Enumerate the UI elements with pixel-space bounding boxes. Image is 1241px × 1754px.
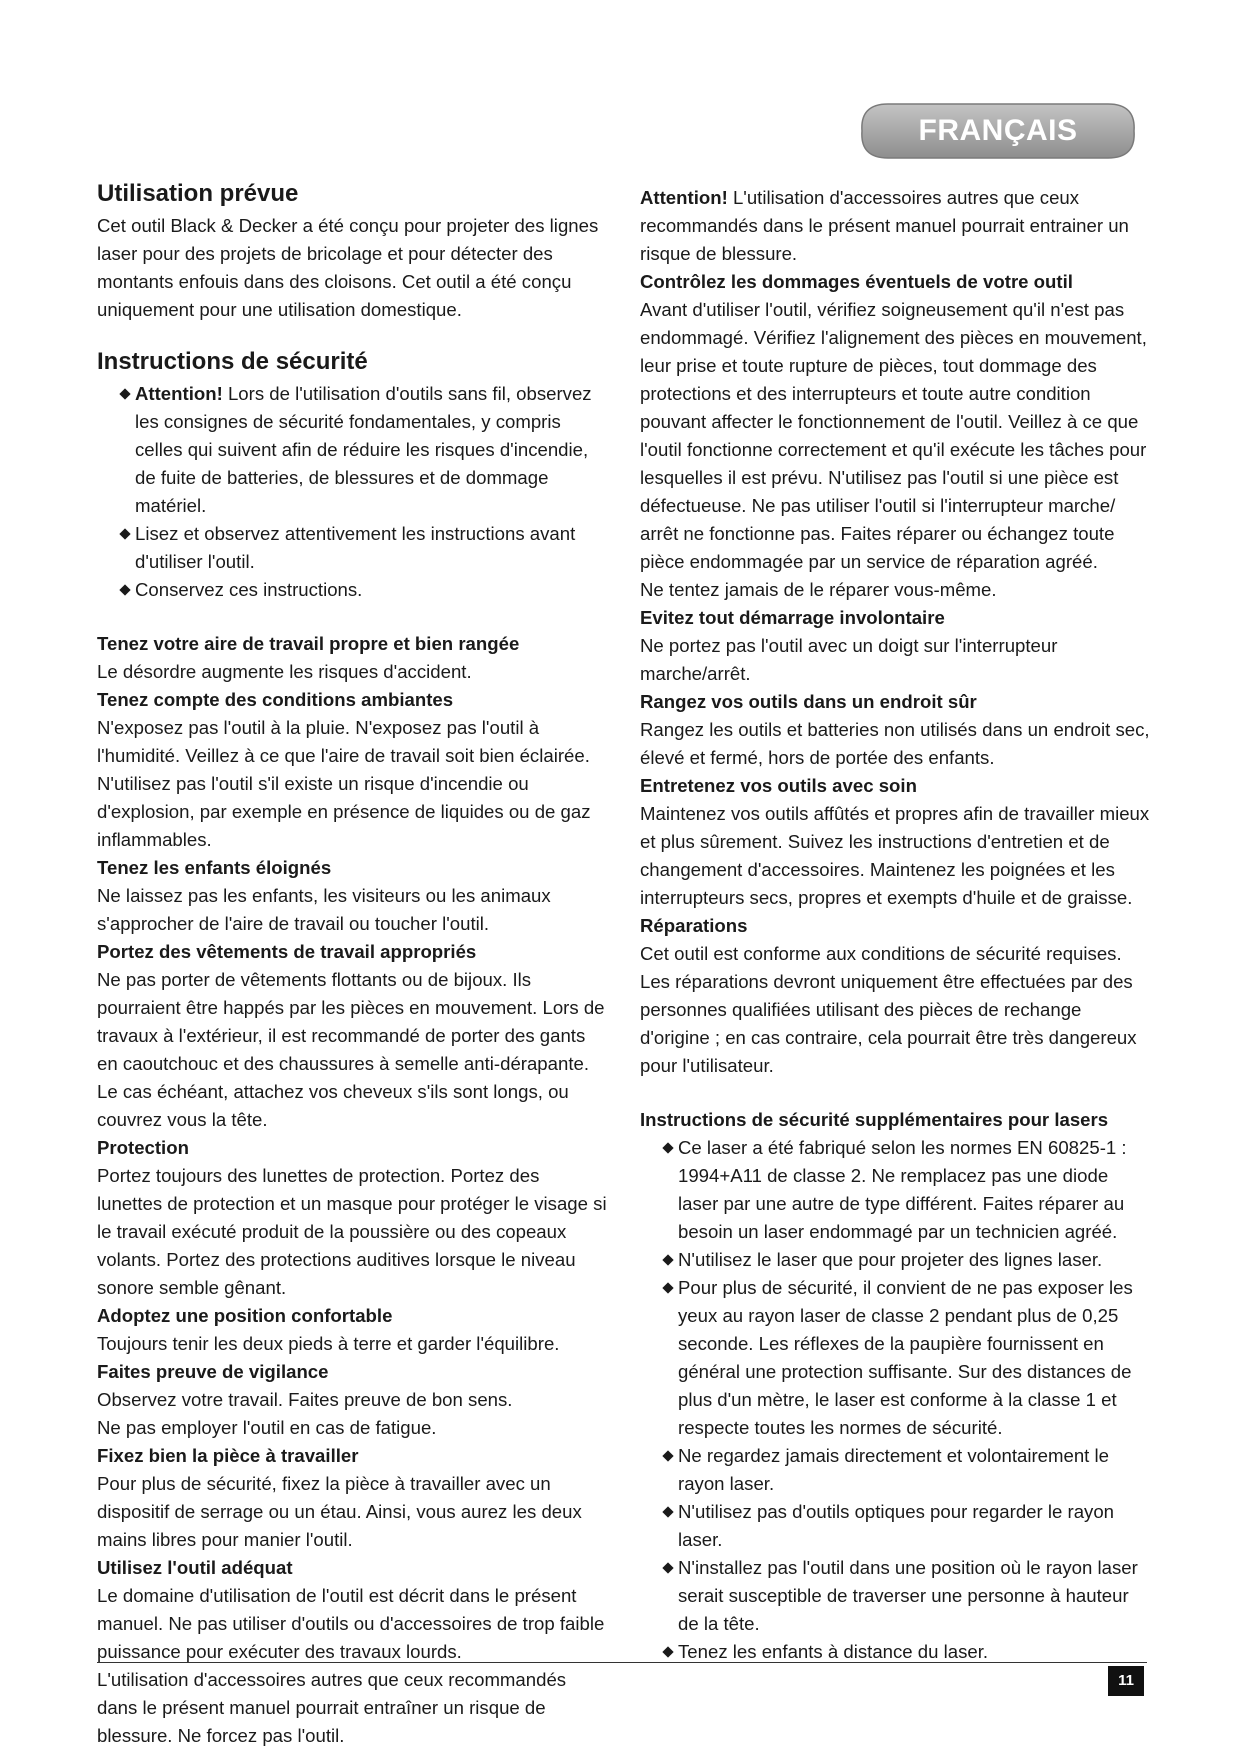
section-heading: Entretenez vos outils avec soin <box>640 775 917 796</box>
section-heading: Evitez tout démarrage involontaire <box>640 607 945 628</box>
bullet-text: N'installez pas l'outil dans une position où le rayon laser serait susceptible de traverser une personne à hauteur de la tête. <box>678 1557 1138 1634</box>
section-heading: Adoptez une position confortable <box>97 1305 393 1326</box>
section-heading: Portez des vêtements de travail appropriés <box>97 941 477 962</box>
list-item <box>640 1442 1152 1498</box>
section-text: Portez toujours des lunettes de protection. Portez des lunettes de protection et un masque pour protéger le visage si le travail exécuté produit de la poussière ou des copeaux volants. Portez des protections auditives lorsque le niveau sonore semble gênant. <box>97 1165 607 1298</box>
list-item <box>97 380 609 520</box>
bullet-icon <box>662 1282 673 1293</box>
bullet-text: Ce laser a été fabriqué selon les normes EN 60825-1 : 1994+A11 de classe 2. Ne remplacez pas une diode laser par une autre de type différent. Faites réparer au besoin un laser endommagé par un technicien agréé. <box>678 1137 1127 1242</box>
section-heading: Protection <box>97 1137 189 1158</box>
bullet-icon <box>119 388 130 399</box>
list-item <box>97 520 609 576</box>
intended-use-heading: Utilisation prévue <box>97 180 299 207</box>
bullet-icon <box>119 584 130 595</box>
section-text: Ne pas employer l'outil en cas de fatigue. <box>97 1417 437 1438</box>
bullet-icon <box>119 528 130 539</box>
section-heading: Rangez vos outils dans un endroit sûr <box>640 691 977 712</box>
bullet-icon <box>662 1254 673 1265</box>
language-label: FRANÇAIS <box>918 114 1078 147</box>
bullet-icon <box>662 1506 673 1517</box>
attention-label: Attention! <box>640 187 728 208</box>
attention-paragraph <box>640 184 1152 268</box>
bullet-icon <box>662 1562 673 1573</box>
list-item <box>640 1554 1152 1638</box>
bullet-text: Lisez et observez attentivement les instructions avant d'utiliser l'outil. <box>135 523 576 572</box>
section-heading: Tenez les enfants éloignés <box>97 857 332 878</box>
safety-heading: Instructions de sécurité <box>97 348 368 375</box>
bullet-text: Tenez les enfants à distance du laser. <box>678 1641 989 1662</box>
section-text: Le désordre augmente les risques d'accident. <box>97 661 472 682</box>
section-text: Rangez les outils et batteries non utilisés dans un endroit sec, élevé et fermé, hors de portée des enfants. <box>640 719 1150 768</box>
list-item <box>640 1134 1152 1246</box>
list-item <box>97 576 609 604</box>
section-text: Toujours tenir les deux pieds à terre et garder l'équilibre. <box>97 1333 560 1354</box>
section-text: Ne pas porter de vêtements flottants ou de bijoux. Ils pourraient être happés par les pièces en mouvement. Lors de travaux à l'extérieur, il est recommandé de porter des gants en caoutchouc et des chaussures à semelle anti-dérapante. Le cas échéant, attachez vos cheveux s'ils sont longs, ou couvrez vous la tête. <box>97 969 605 1130</box>
section-heading: Contrôlez les dommages éventuels de votre outil <box>640 271 1073 292</box>
attention-label: Attention! <box>135 383 223 404</box>
section-text: L'utilisation d'accessoires autres que ceux recommandés dans le présent manuel pourrait entraîner un risque de blessure. Ne forcez pas l'outil. <box>97 1669 567 1746</box>
bullet-text: Conservez ces instructions. <box>135 579 363 600</box>
attention-text: L'utilisation d'accessoires autres que ceux recommandés dans le présent manuel pourrait entrainer un risque de blessure. <box>640 187 1129 264</box>
intended-use-text: Cet outil Black & Decker a été conçu pour projeter des lignes laser pour des projets de bricolage et pour détecter des montants enfouis dans des cloisons. Cet outil a été conçu uniquement pour une utilisation domestique. <box>97 215 599 320</box>
section-text: Le domaine d'utilisation de l'outil est décrit dans le présent manuel. Ne pas utiliser d'outils ou d'accessoires de trop faible puissance pour exécuter des travaux lourds. <box>97 1585 605 1662</box>
section-heading: Faites preuve de vigilance <box>97 1361 329 1382</box>
safety-bullets <box>97 380 609 604</box>
section-heading: Réparations <box>640 915 748 936</box>
bullet-text: Lors de l'utilisation d'outils sans fil, observez les consignes de sécurité fondamentales, y compris celles qui suivent afin de réduire les risques d'incendie, de fuite de batteries, de blessures et de dommage matériel. <box>135 383 592 516</box>
bullet-icon <box>662 1450 673 1461</box>
section-text: Ne tentez jamais de le réparer vous-même. <box>640 579 997 600</box>
list-item <box>640 1498 1152 1554</box>
bullet-icon <box>662 1646 673 1657</box>
laser-bullets <box>640 1134 1152 1666</box>
right-column <box>640 184 1152 1666</box>
language-tab <box>858 100 1138 162</box>
bullet-text: Ne regardez jamais directement et volontairement le rayon laser. <box>678 1445 1109 1494</box>
page-number: 11 <box>1108 1666 1144 1696</box>
section-heading: Fixez bien la pièce à travailler <box>97 1445 359 1466</box>
section-text: Pour plus de sécurité, fixez la pièce à travailler avec un dispositif de serrage ou un étau. Ainsi, vous aurez les deux mains libres pour manier l'outil. <box>97 1473 582 1550</box>
section-text: N'exposez pas l'outil à la pluie. N'exposez pas l'outil à l'humidité. Veillez à ce que l'aire de travail soit bien éclairée. N'utilisez pas l'outil s'il existe un risque d'incendie ou d'explosion, par exemple en présence de liquides ou de gaz inflammables. <box>97 717 591 850</box>
left-column <box>97 178 609 1750</box>
list-item <box>640 1274 1152 1442</box>
section-text: Ne laissez pas les enfants, les visiteurs ou les animaux s'approcher de l'aire de travail ou toucher l'outil. <box>97 885 551 934</box>
section-heading: Utilisez l'outil adéquat <box>97 1557 293 1578</box>
section-heading: Tenez compte des conditions ambiantes <box>97 689 454 710</box>
bullet-icon <box>662 1142 673 1153</box>
bullet-text: N'utilisez pas d'outils optiques pour regarder le rayon laser. <box>678 1501 1115 1550</box>
footer-divider <box>97 1662 1147 1663</box>
section-text: Maintenez vos outils affûtés et propres afin de travailler mieux et plus sûrement. Suivez les instructions d'entretien et de changement d'accessoires. Maintenez les poignées et les interrupteurs secs, propres et exempts d'huile et de graisse. <box>640 803 1150 908</box>
laser-heading: Instructions de sécurité supplémentaires pour lasers <box>640 1109 1109 1130</box>
bullet-text: Pour plus de sécurité, il convient de ne pas exposer les yeux au rayon laser de classe 2 pendant plus de 0,25 seconde. Les réflexes de la paupière fournissent en général une protection suffisante. Sur des distances de plus d'un mètre, le laser est conforme à la classe 1 et respecte toutes les normes de sécurité. <box>678 1277 1133 1438</box>
bullet-text: N'utilisez le laser que pour projeter des lignes laser. <box>678 1249 1103 1270</box>
section-text: Avant d'utiliser l'outil, vérifiez soigneusement qu'il n'est pas endommagé. Vérifiez l'alignement des pièces en mouvement, leur prise et toute rupture de pièces, tout dommage des protections et des interrupteurs et toute autre condition pouvant affecter le fonctionnement de l'outil. Veillez à ce que l'outil fonctionne correctement et qu'il exécute les tâches pour lesquelles il est prévu. N'utilisez pas l'outil si une pièce est défectueuse. Ne pas utiliser l'outil si l'interrupteur marche/ arrêt ne fonctionne pas. Faites réparer ou échangez toute pièce endommagée par un service de réparation agréé. <box>640 299 1147 572</box>
section-heading: Tenez votre aire de travail propre et bien rangée <box>97 633 520 654</box>
list-item <box>640 1246 1152 1274</box>
section-text: Cet outil est conforme aux conditions de sécurité requises. Les réparations devront uniquement être effectuées par des personnes qualifiées utilisant des pièces de rechange d'origine ; en cas contraire, cela pourrait être très dangereux pour l'utilisateur. <box>640 943 1137 1076</box>
section-text: Observez votre travail. Faites preuve de bon sens. <box>97 1389 513 1410</box>
section-text: Ne portez pas l'outil avec un doigt sur l'interrupteur marche/arrêt. <box>640 635 1058 684</box>
